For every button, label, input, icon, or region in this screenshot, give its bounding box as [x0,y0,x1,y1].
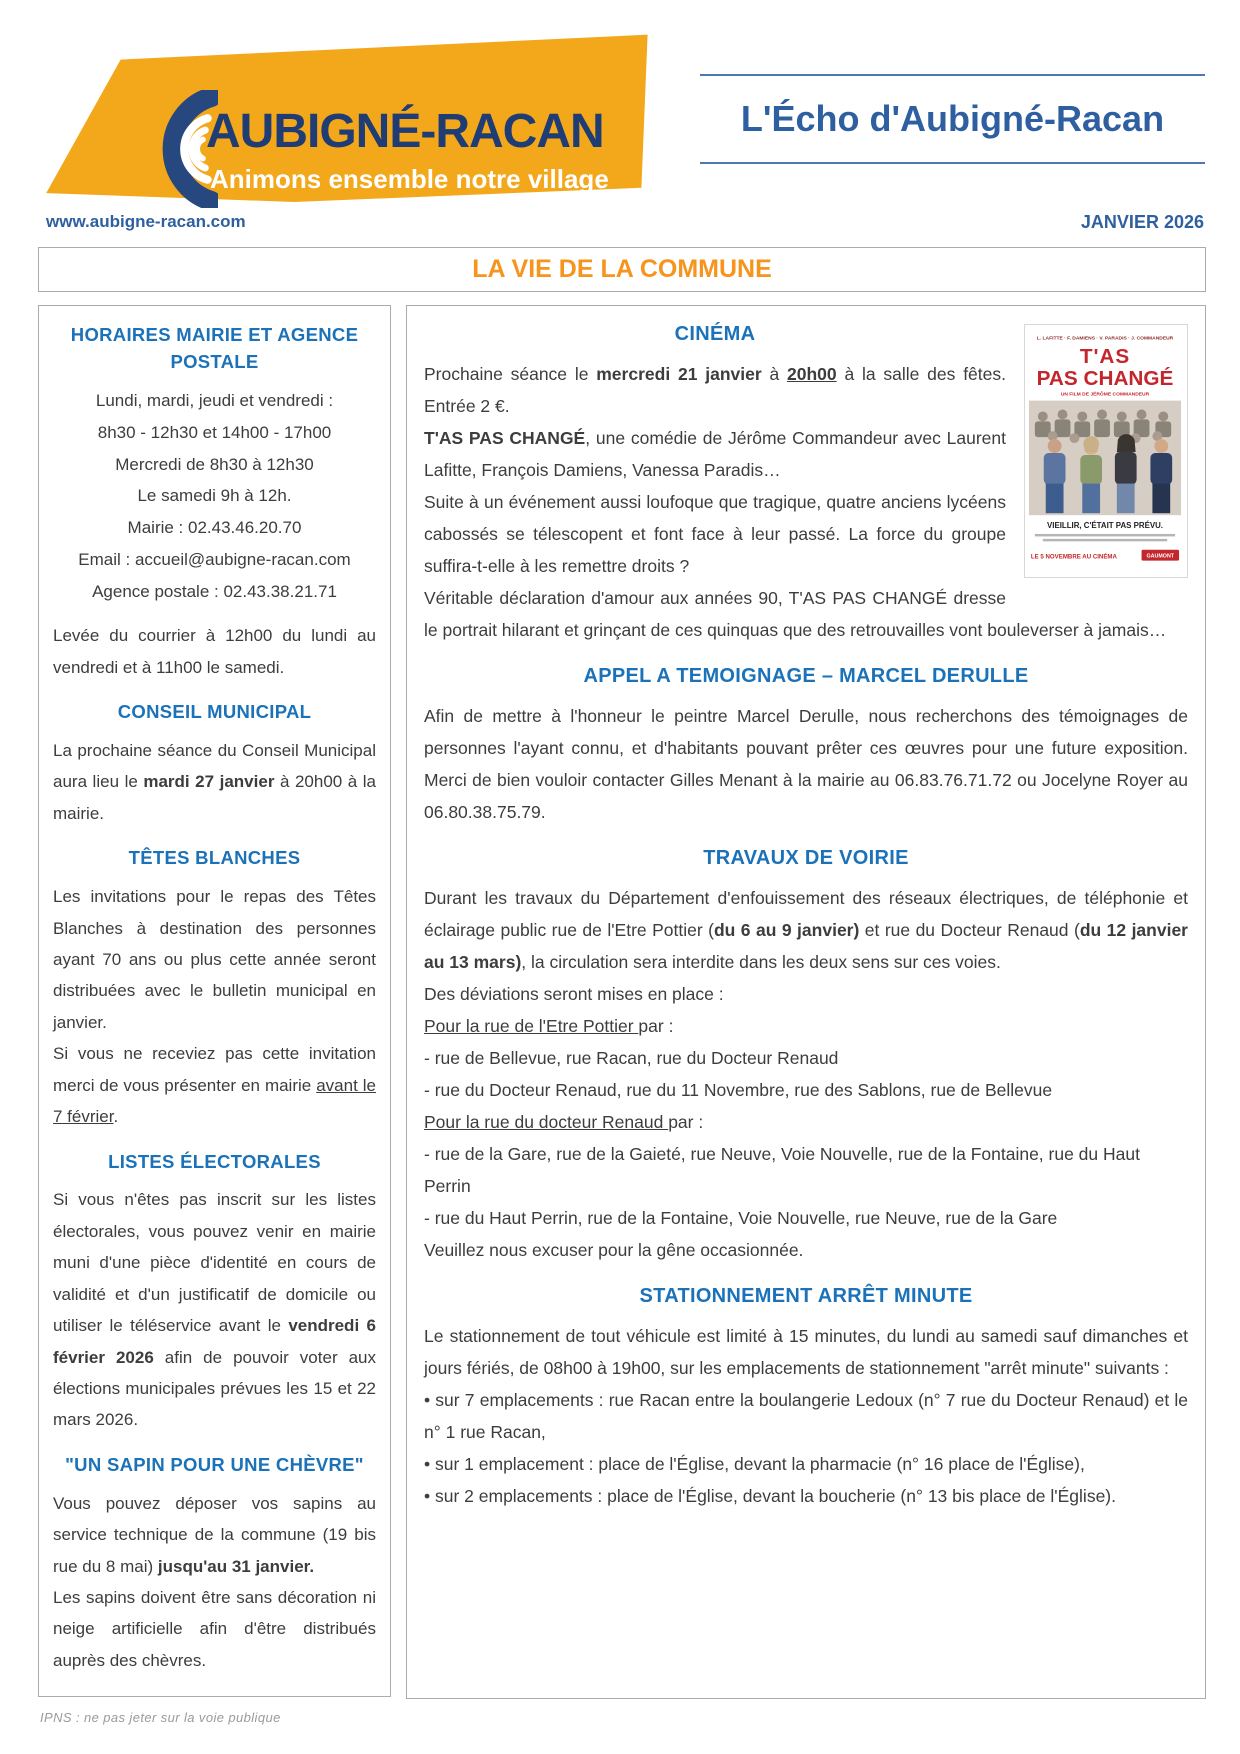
paragraph-travaux-itineraire-3: - rue de la Gare, rue de la Gaieté, rue Neuve, Voie Nouvelle, rue de la Fontaine, rue du Haut Perrin [424,1144,1140,1197]
horaires-line: Le samedi 9h à 12h. [137,486,292,506]
poster-byline: UN FILM DE JÉRÔME COMMANDEUR [1060,392,1150,398]
issue-date: JANVIER 2026 [1080,212,1204,232]
paragraph-cinema-seance: Prochaine séance le mercredi 21 janvier à 20h00 à la salle des fêtes. Entrée 2 €. [424,364,1006,417]
poster-title-line2: PAS CHANGÉ [1036,366,1174,390]
poster-title-line1: T'AS [1079,345,1131,369]
paragraph-stationnement-item-1: • sur 7 emplacements : rue Racan entre la boulangerie Ledoux (n° 7 rue du Docteur Renaud) et le n° 1 rue Racan, [424,1390,1188,1443]
paragraph-sapin-2: Les sapins doivent être sans décoration ni neige artificielle afin d'être distribués auprès des chèvres. [53,1588,376,1670]
commune-tagline: Animons ensemble notre village [210,164,609,194]
paragraph-sapin-1: Vous pouvez déposer vos sapins au service technique de la commune (19 bis rue du 8 mai) jusqu'au 31 janvier. [53,1493,376,1576]
heading-travaux: TRAVAUX DE VOIRIE [703,847,909,870]
paragraph-cinema-synopsis: Suite à un événement aussi loufoque que tragique, quatre anciens lycéens cabossés se télescopent et font face à leur passé. La force du groupe suffira-t-elle à les remettre droits ? [424,492,1006,577]
heading-listes-electorales: LISTES ÉLECTORALES [108,1150,321,1172]
paragraph-travaux-itineraire-2: - rue du Docteur Renaud, rue du 11 Novembre, rue des Sablons, rue de Bellevue [424,1080,1053,1101]
horaires-line: Lundi, mardi, jeudi et vendredi : [95,390,334,410]
commune-name: AUBIGNÉ-RACAN [206,105,604,158]
section-banner [38,247,1206,292]
poster-tagline: VIEILLIR, C'ÉTAIT PAS PRÉVU. [1046,521,1164,531]
heading-tetes-blanches: TÊTES BLANCHES [128,847,301,869]
section-banner-title: LA VIE DE LA COMMUNE [472,255,772,283]
heading-cinema: CINÉMA [674,323,756,345]
footer-ipns-note: IPNS : ne pas jeter sur la voie publique [40,1710,281,1725]
masthead [700,74,1205,164]
paragraph-stationnement-item-2: • sur 1 emplacement : place de l'Église, devant la pharmacie (n° 16 place de l'Église), [424,1454,1085,1475]
poster-cast-names: L. LAFITTE · F. DAMIENS · V. PARADIS · J. COMMANDEUR [1036,336,1174,342]
paragraph-stationnement-item-3: • sur 2 emplacements : place de l'Église, devant la boucherie (n° 13 bis place de l'Église). [424,1486,1116,1507]
paragraph-tetes-2: Si vous ne receviez pas cette invitation merci de vous présenter en mairie avant le 7 février. [53,1044,376,1127]
commune-logo [40,24,660,202]
paragraph-conseil: La prochaine séance du Conseil Municipal aura lieu le mardi 27 janvier à 20h00 à la mairie. [53,740,377,823]
paragraph-appel: Afin de mettre à l'honneur le peintre Marcel Derulle, nous recherchons des témoignages de personnes l'ayant connu, et d'habitants pouvant prêter ces œuvres pour une future exposition. Merci de bien vouloir contacter Gilles Menant à la mairie au 06.83.76.71.72 ou Jocelyne Royer au 06.80.38.75.79. [424,706,1188,823]
heading-sapin-chevre: "UN SAPIN POUR UNE CHÈVRE" [65,1453,364,1475]
paragraph-travaux-rue-pottier: Pour la rue de l'Etre Pottier par : [424,1016,674,1037]
horaires-line: 8h30 - 12h30 et 14h00 - 17h00 [97,422,332,442]
echo-waves-icon [98,90,218,208]
heading-stationnement: STATIONNEMENT ARRÊT MINUTE [639,1285,973,1308]
paragraph-tetes-1: Les invitations pour le repas des Têtes Blanches à destination des personnes ayant 70 ans ou plus cette année seront distribuées avec le bulletin municipal en janvier. [53,887,376,1032]
horaires-line: Agence postale : 02.43.38.21.71 [92,582,337,602]
paragraph-travaux-intro: Durant les travaux du Département d'enfouissement des réseaux électriques, de téléphonie et éclairage public rue de l'Etre Pottier (du 6 au 9 janvier) et rue du Docteur Renaud (du 12 janvier au 13 mars), la circulation sera interdite dans les deux sens sur ces voies. [424,888,1188,973]
movie-poster-artwork [1025,325,1185,575]
paragraph-cinema-critique: Véritable déclaration d'amour aux années 90, T'AS PAS CHANGÉ dresse le portrait hilarant et grinçant de ces quinquas que des retrouvailles vont bouleverser à jamais… [424,588,1167,641]
website-url: www.aubigne-racan.com [46,212,246,231]
left-column [38,305,391,1697]
paragraph-cinema-film: T'AS PAS CHANGÉ, une comédie de Jérôme Commandeur avec Laurent Lafitte, François Damiens, Vanessa Paradis… [424,428,1006,481]
heading-horaires: HORAIRES MAIRIE ET AGENCE POSTALE [70,324,359,372]
paragraph-travaux-rue-renaud: Pour la rue du docteur Renaud par : [424,1112,704,1133]
paragraph-listes: Si vous n'êtes pas inscrit sur les listes électorales, vous pouvez venir en mairie muni d'une pièce d'identité en cours de validité et d'un justificatif de domicile ou utiliser le téléservice avant le vendredi 6 février 2026 afin de pouvoir voter aux élections municipales prévues les 15 et 22 mars 2026. [53,1190,376,1430]
horaires-line: Mercredi de 8h30 à 12h30 [115,454,314,474]
paragraph-travaux-itineraire-1: - rue de Bellevue, rue Racan, rue du Docteur Renaud [424,1048,839,1069]
poster-photo [1029,401,1181,516]
studio-name: GAUMONT [1146,553,1175,560]
heading-appel-temoignage: APPEL A TEMOIGNAGE – MARCEL DERULLE [583,665,1029,688]
paragraph-levee-courrier: Levée du courrier à 12h00 du lundi au vendredi et à 11h00 le samedi. [53,626,376,677]
paragraph-travaux-deviations: Des déviations seront mises en place : [424,984,724,1005]
paragraph-travaux-itineraire-4: - rue du Haut Perrin, rue de la Fontaine, Voie Nouvelle, rue Neuve, rue de la Gare [424,1208,1058,1229]
heading-conseil-municipal: CONSEIL MUNICIPAL [117,701,312,723]
poster-release-date: LE 5 NOVEMBRE AU CINÉMA [1030,553,1117,561]
newsletter-title: L'Écho d'Aubigné-Racan [740,98,1165,139]
right-column [406,305,1206,1699]
movie-poster [1024,324,1188,578]
horaires-line: Email : accueil@aubigne-racan.com [78,550,351,570]
paragraph-stationnement-intro: Le stationnement de tout véhicule est limité à 15 minutes, du lundi au samedi sauf dimanches et jours fériés, de 08h00 à 19h00, sur les emplacements de stationnement "arrêt minute" suivants : [424,1326,1188,1379]
paragraph-travaux-excuse: Veuillez nous excuser pour la gêne occasionnée. [424,1240,804,1261]
horaires-line: Mairie : 02.43.46.20.70 [127,518,302,538]
